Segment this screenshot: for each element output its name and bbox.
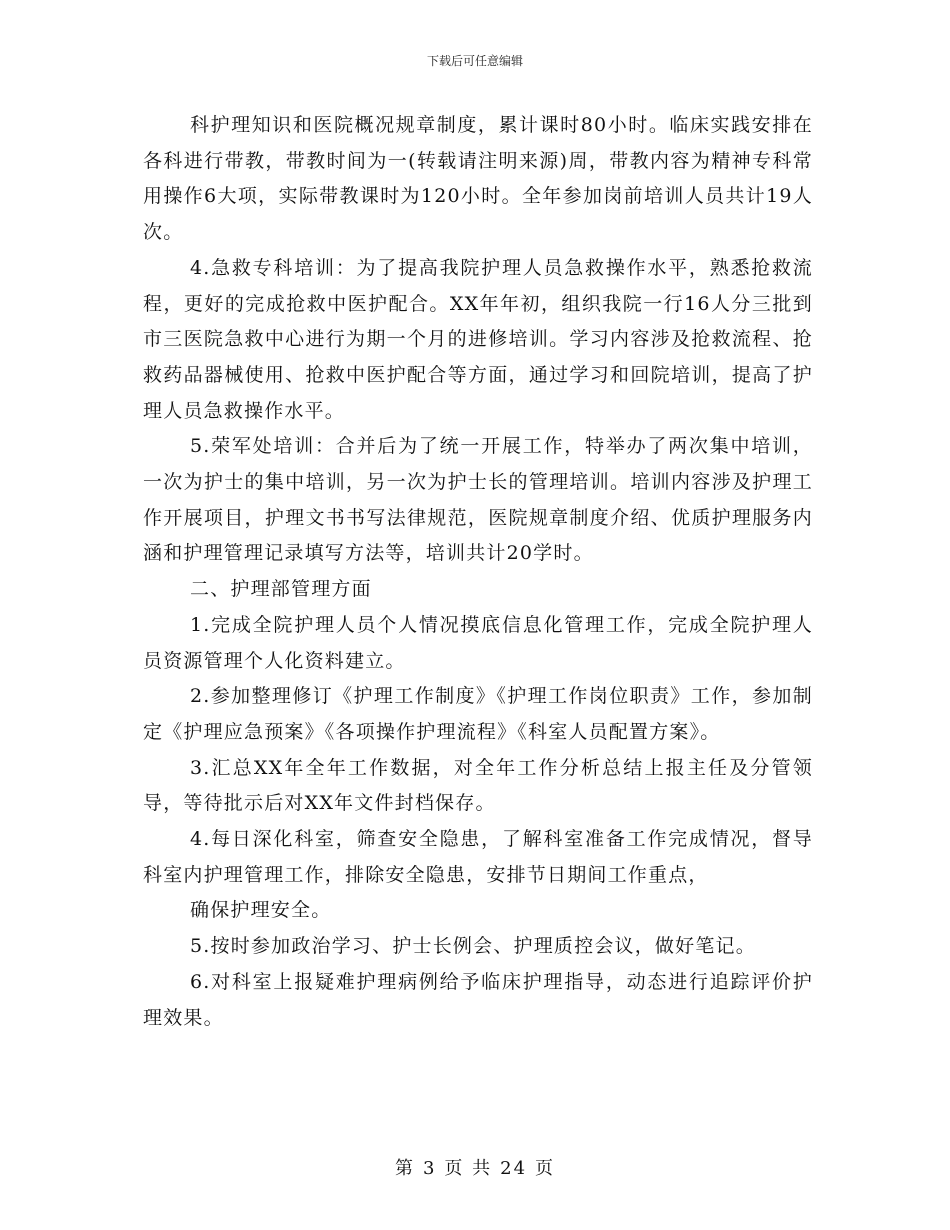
paragraph-emergency-training: 4.急救专科培训：为了提高我院护理人员急救操作水平，熟悉抢救流程，更好的完成抢救中医护配合。XX年年初，组织我院一行16人分三批到市三医院急救中心进行为期一个月的进修培训。学习内容涉及抢救流程、抢救药品器械使用、抢救中医护配合等方面，通过学习和回院培训，提高了护理人员急救操作水平。 <box>143 256 813 422</box>
paragraph-item-4-continued: 确保护理安全。 <box>190 899 332 922</box>
footer-current-page: 3 <box>422 1158 437 1179</box>
footer-total-pages: 24 <box>500 1158 528 1179</box>
paragraph-item-5: 5.按时参加政治学习、护士长例会、护理质控会议，做好笔记。 <box>190 935 756 958</box>
paragraph-training-hours: 科护理知识和医院概况规章制度，累计课时80小时。临床实践安排在各科进行带教，带教时间为一(转载请注明来源)周，带教内容为精神专科常用操作6大项，实际带教课时为120小时。全年参加岗前培训人员共计19人次。 <box>143 114 813 244</box>
document-body <box>143 108 813 1036</box>
paragraph-item-6: 6.对科室上报疑难护理病例给予临床护理指导，动态进行追踪评价护理效果。 <box>143 970 813 1029</box>
paragraph-veterans-training: 5.荣军处培训：合并后为了统一开展工作，特举办了两次集中培训，一次为护士的集中培训，另一次为护士长的管理培训。培训内容涉及护理工作开展项目，护理文书书写法律规范，医院规章制度介绍、优质护理服务内涵和护理管理记录填写方法等，培训共计20学时。 <box>143 435 813 565</box>
footer-suffix: 页 <box>535 1158 556 1179</box>
footer-middle: 页 共 <box>444 1158 493 1179</box>
page-header: 下载后可任意编辑 <box>426 54 523 68</box>
page-footer <box>0 1154 950 1180</box>
paragraph-item-3: 3.汇总XX年全年工作数据，对全年工作分析总结上报主任及分管领导，等待批示后对XX年文件封档保存。 <box>143 756 813 815</box>
section-heading-nursing-management: 二、护理部管理方面 <box>190 578 372 601</box>
paragraph-item-1: 1.完成全院护理人员个人情况摸底信息化管理工作，完成全院护理人员资源管理个人化资料建立。 <box>143 613 813 672</box>
paragraph-item-4: 4.每日深化科室，筛查安全隐患，了解科室准备工作完成情况，督导科室内护理管理工作，排除安全隐患，安排节日期间工作重点， <box>143 828 813 886</box>
paragraph-item-2: 2.参加整理修订《护理工作制度》《护理工作岗位职责》工作，参加制定《护理应急预案》《各项操作护理流程》《科室人员配置方案》。 <box>143 685 813 743</box>
footer-prefix: 第 <box>394 1158 415 1179</box>
